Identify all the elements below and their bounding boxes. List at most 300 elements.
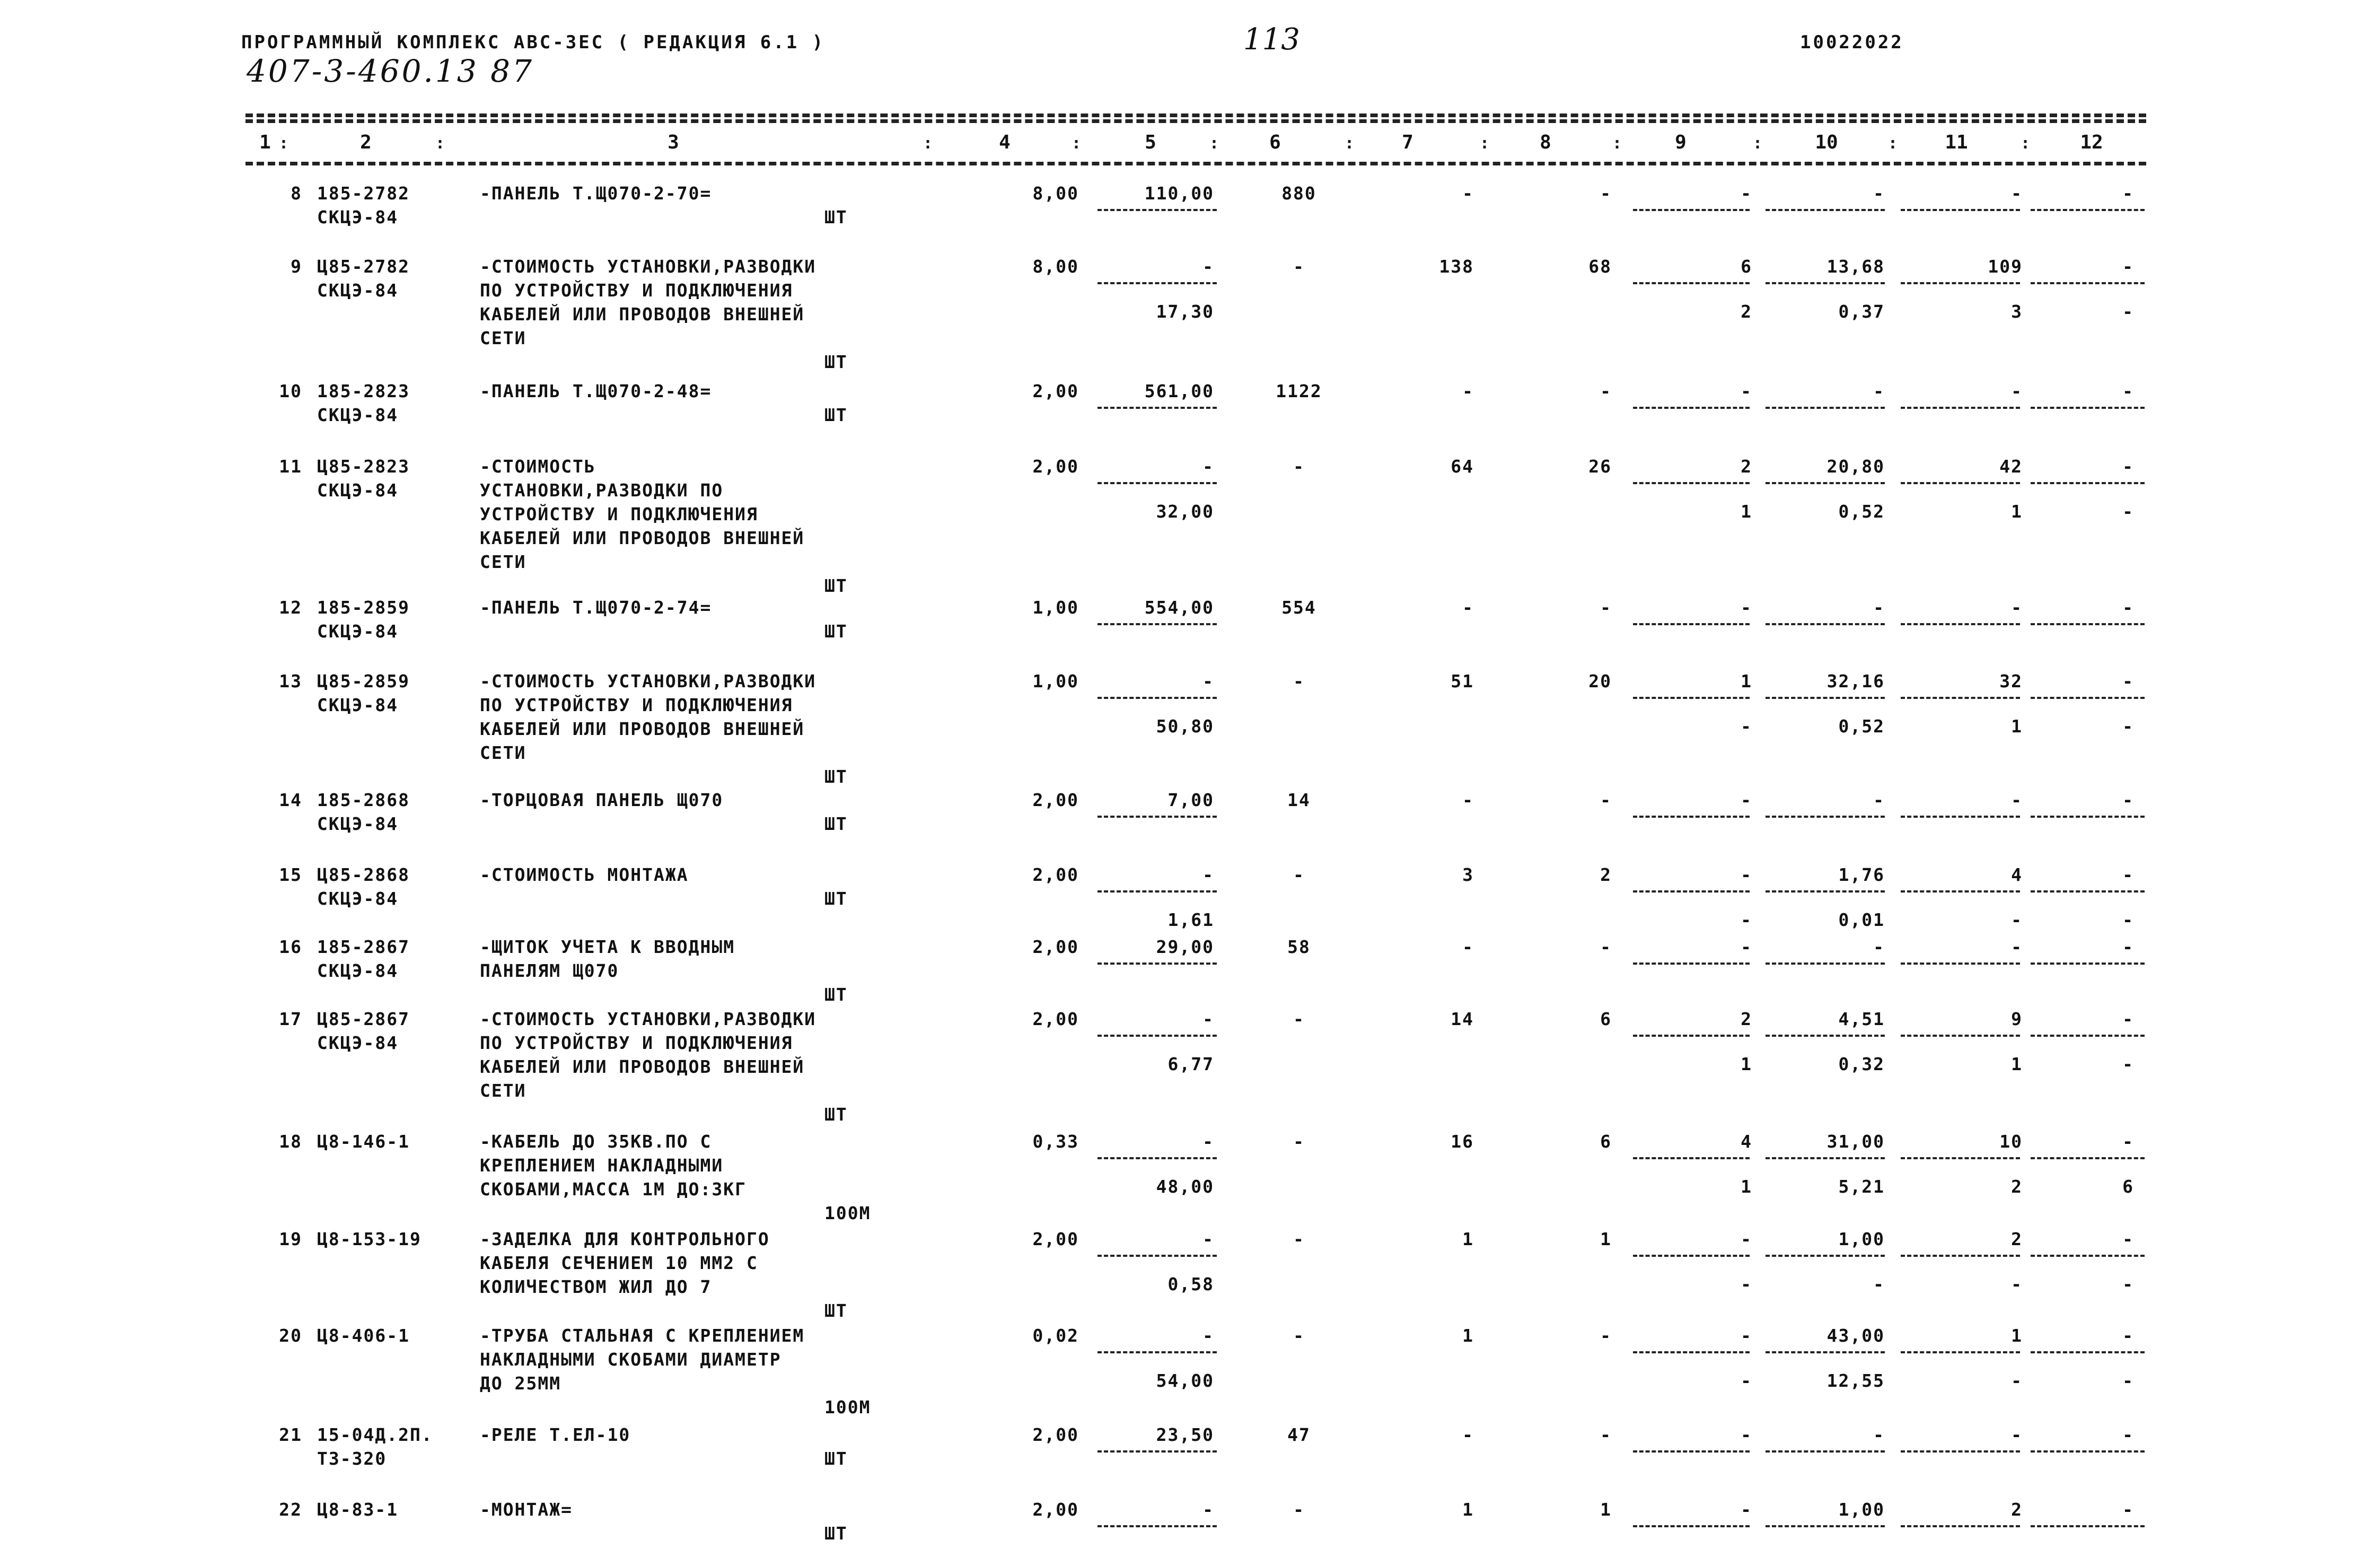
column-separator: : [1887,134,1898,153]
unit-price: 554,00 [1144,597,1214,618]
norm-source: СКЦЭ-84 [317,888,399,909]
column-separator: : [278,134,289,153]
norm-source: СКЦЭ-84 [317,960,399,981]
cell-divider [1901,623,2020,625]
cell-divider [1901,282,2020,284]
position-code: 185-2782 [317,183,410,204]
quantity: 2,00 [1032,1229,1079,1249]
column-separator: : [1209,134,1219,153]
work-description: -СТОИМОСТЬ УСТАНОВКИ,РАЗВОДКИ [480,671,816,692]
unit-price: - [1202,864,1214,885]
price-divider [1097,1255,1217,1257]
position-code: Ц85-2859 [317,671,410,692]
cell-divider [1766,1525,1885,1527]
column-12-wage: - [2122,716,2134,737]
column-10-value: 32,16 [1826,671,1885,692]
cell-divider [1766,482,1885,484]
column-separator: : [1612,134,1622,153]
column-10-wage: 0,52 [1838,501,1885,522]
cell-divider [1901,963,2020,965]
unit-price-wage: 48,00 [1156,1176,1214,1197]
work-description: СЕТИ [480,328,526,348]
price-divider [1097,282,1217,284]
work-description: СЕТИ [480,552,526,572]
doc-code: 10022022 [1800,32,1904,53]
column-header-9: 9 [1675,132,1687,153]
work-description: ПАНЕЛЯМ Щ070 [480,960,619,981]
quantity: 2,00 [1032,1499,1079,1520]
column-12-value: - [2122,256,2134,277]
work-description: ПО УСТРОЙСТВУ И ПОДКЛЮЧЕНИЯ [480,280,793,301]
column-12-wage: - [2122,1274,2134,1294]
total-cost: - [1293,671,1305,692]
unit-price: - [1202,456,1214,477]
position-code: 185-2867 [317,937,410,957]
cell-divider [1901,482,2020,484]
column-11-wage: 3 [2011,301,2023,322]
column-12-value: - [2122,1009,2134,1029]
column-9-wage: - [1741,716,1752,737]
unit-of-measure: ШТ [824,984,848,1005]
price-divider [1097,1157,1217,1159]
column-10-value: - [1873,183,1885,204]
cell-divider [1633,482,1750,484]
cell-divider [1901,407,2020,409]
position-code: Ц85-2868 [317,864,410,885]
unit-price: - [1202,1499,1214,1520]
column-separator: : [1344,134,1355,153]
cell-divider [1766,816,1885,818]
column-8-value: 2 [1600,864,1612,885]
column-9-wage: 1 [1741,1176,1752,1197]
work-description: СКОБАМИ,МАССА 1М ДО:3КГ [480,1179,747,1200]
column-12-wage: - [2122,501,2134,522]
work-description: -КАБЕЛЬ ДО 35КВ.ПО С [480,1131,712,1152]
norm-source: СКЦЭ-84 [317,1033,399,1053]
column-10-value: - [1873,790,1885,810]
unit-price-wage: 32,00 [1156,501,1214,522]
work-description: -ЩИТОК УЧЕТА К ВВОДНЫМ [480,937,735,957]
column-11-value: 1 [2011,1325,2023,1346]
row-number: 20 [279,1325,302,1346]
cell-divider [1633,623,1750,625]
column-9-value: - [1741,790,1752,810]
column-9-wage: - [1741,909,1752,930]
column-8-value: 6 [1600,1131,1612,1152]
column-7-value: 1 [1462,1499,1474,1520]
column-10-value: 4,51 [1838,1009,1885,1029]
unit-price-wage: 1,61 [1167,909,1214,930]
column-11-value: 2 [2011,1499,2023,1520]
column-12-value: - [2122,864,2134,885]
column-8-value: 1 [1600,1229,1612,1249]
work-description: КАБЕЛЯ СЕЧЕНИЕМ 10 ММ2 С [480,1253,758,1273]
column-7-value: 138 [1439,256,1474,277]
column-11-wage: - [2011,1274,2023,1294]
column-9-wage: 1 [1741,501,1752,522]
column-11-value: 10 [1999,1131,2023,1152]
work-description: -ПАНЕЛЬ Т.Щ070-2-74= [480,597,712,618]
column-8-value: - [1600,1424,1612,1445]
column-9-value: - [1741,1499,1752,1520]
price-divider [1097,890,1217,893]
work-description: СЕТИ [480,742,526,763]
column-10-wage: 0,52 [1838,716,1885,737]
column-8-value: - [1600,937,1612,957]
column-11-wage: 1 [2011,1054,2023,1074]
unit-of-measure: ШТ [824,575,848,596]
column-7-value: - [1462,183,1474,204]
work-description: -СТОИМОСТЬ МОНТАЖА [480,864,689,885]
column-7-value: 3 [1462,864,1474,885]
column-12-wage: - [2122,301,2134,322]
column-12-value: - [2122,183,2134,204]
column-separator: : [1071,134,1082,153]
column-header-4: 4 [999,132,1011,153]
column-10-value: 13,68 [1826,256,1885,277]
cell-divider [1766,209,1885,211]
column-10-value: 20,80 [1826,456,1885,477]
quantity: 2,00 [1032,937,1079,957]
total-cost: - [1293,256,1305,277]
position-code: Ц85-2867 [317,1009,410,1029]
total-cost: 880 [1281,183,1316,204]
column-10-value: 1,00 [1838,1229,1885,1249]
column-header-10: 10 [1815,132,1838,153]
norm-source: СКЦЭ-84 [317,621,399,642]
column-10-wage: 0,32 [1838,1054,1885,1074]
quantity: 2,00 [1032,1009,1079,1029]
price-divider [1097,1450,1217,1453]
column-9-value: 2 [1741,456,1752,477]
cell-divider [2031,1525,2145,1527]
row-number: 10 [279,381,302,401]
cell-divider [1901,1525,2020,1527]
total-cost: 58 [1287,937,1311,957]
column-9-wage: - [1741,1274,1752,1294]
total-cost: 14 [1287,790,1311,810]
norm-source: СКЦЭ-84 [317,405,399,425]
unit-price-wage: 6,77 [1167,1054,1214,1074]
row-number: 18 [279,1131,302,1152]
position-code: Ц8-406-1 [317,1325,410,1346]
total-cost: - [1293,1131,1305,1152]
column-7-value: - [1462,1424,1474,1445]
cell-divider [1766,697,1885,699]
work-description: УСТРОЙСТВУ И ПОДКЛЮЧЕНИЯ [480,504,758,524]
cell-divider [2031,407,2145,409]
unit-price: 29,00 [1156,937,1214,957]
unit-of-measure: ШТ [824,352,848,372]
row-number: 21 [279,1424,302,1445]
cell-divider [2031,1351,2145,1353]
page-number: 113 [1243,22,1300,57]
unit-price: - [1202,671,1214,692]
position-code: 185-2868 [317,790,410,810]
column-9-value: 1 [1741,671,1752,692]
norm-source: СКЦЭ-84 [317,480,399,501]
column-10-wage: - [1873,1274,1885,1294]
cell-divider [2031,1255,2145,1257]
column-9-value: - [1741,1325,1752,1346]
column-10-value: - [1873,381,1885,401]
cell-divider [2031,816,2145,818]
column-12-wage: - [2122,909,2134,930]
cell-divider [1633,209,1750,211]
row-number: 15 [279,864,302,885]
column-11-value: 2 [2011,1229,2023,1249]
unit-of-measure: 100М [824,1203,871,1223]
column-header-11: 11 [1945,132,1968,153]
norm-source: СКЦЭ-84 [317,695,399,715]
unit-price-wage: 50,80 [1156,716,1214,737]
top-rule [245,113,2146,117]
column-8-value: 26 [1588,456,1612,477]
price-divider [1097,1525,1217,1527]
column-12-value: - [2122,1424,2134,1445]
column-10-value: 43,00 [1826,1325,1885,1346]
position-code: 185-2859 [317,597,410,618]
work-description: ПО УСТРОЙСТВУ И ПОДКЛЮЧЕНИЯ [480,695,793,715]
column-10-wage: 5,21 [1838,1176,1885,1197]
column-10-wage: 0,37 [1838,301,1885,322]
position-code: 15-04Д.2П. [317,1424,433,1445]
column-11-value: - [2011,381,2023,401]
cell-divider [2031,209,2145,211]
column-10-value: 1,76 [1838,864,1885,885]
column-11-wage: 2 [2011,1176,2023,1197]
work-description: НАКЛАДНЫМИ СКОБАМИ ДИАМЕТР [480,1349,781,1370]
row-number: 12 [279,597,302,618]
unit-price-wage: 17,30 [1156,301,1214,322]
column-9-value: 6 [1741,256,1752,277]
cell-divider [1766,1035,1885,1037]
cell-divider [1766,282,1885,284]
cell-divider [1901,890,2020,893]
column-12-value: - [2122,937,2134,957]
cell-divider [1633,697,1750,699]
column-7-value: 64 [1451,456,1474,477]
column-12-value: - [2122,597,2134,618]
price-divider [1097,209,1217,211]
cell-divider [1766,890,1885,893]
column-separator: : [1752,134,1763,153]
cell-divider [1766,407,1885,409]
column-9-value: 2 [1741,1009,1752,1029]
column-header-5: 5 [1145,132,1156,153]
column-8-value: 1 [1600,1499,1612,1520]
unit-price-wage: 0,58 [1167,1274,1214,1294]
unit-of-measure: ШТ [824,1448,848,1469]
total-cost: - [1293,456,1305,477]
column-9-value: - [1741,183,1752,204]
unit-price: 110,00 [1144,183,1214,204]
column-11-value: - [2011,1424,2023,1445]
total-cost: - [1293,1009,1305,1029]
cell-divider [1633,1035,1750,1037]
column-7-value: 16 [1451,1131,1474,1152]
work-description: КРЕПЛЕНИЕМ НАКЛАДНЫМИ [480,1155,724,1176]
unit-price: 561,00 [1144,381,1214,401]
column-7-value: - [1462,597,1474,618]
row-number: 13 [279,671,302,692]
column-12-value: - [2122,456,2134,477]
row-number: 22 [279,1499,302,1520]
cell-divider [2031,1450,2145,1453]
column-11-value: 32 [1999,671,2023,692]
column-10-value: 1,00 [1838,1499,1885,1520]
column-9-value: - [1741,381,1752,401]
unit-of-measure: ШТ [824,766,848,787]
price-divider [1097,623,1217,625]
column-11-wage: - [2011,909,2023,930]
cell-divider [1901,1157,2020,1159]
quantity: 1,00 [1032,671,1079,692]
column-11-value: 109 [1988,256,2023,277]
price-divider [1097,697,1217,699]
row-number: 11 [279,456,302,477]
column-10-wage: 12,55 [1826,1370,1885,1391]
column-8-value: - [1600,183,1612,204]
column-separator: : [923,134,933,153]
work-description: -ЗАДЕЛКА ДЛЯ КОНТРОЛЬНОГО [480,1229,770,1249]
unit-of-measure: ШТ [824,1104,848,1125]
column-12-value: - [2122,381,2134,401]
cell-divider [1766,1157,1885,1159]
column-8-value: - [1600,790,1612,810]
unit-of-measure: ШТ [824,1300,848,1321]
unit-price: - [1202,1009,1214,1029]
total-cost: 47 [1287,1424,1311,1445]
unit-of-measure: ШТ [824,1523,848,1544]
position-code: Ц8-83-1 [317,1499,399,1520]
cell-divider [2031,697,2145,699]
cell-divider [1633,282,1750,284]
column-12-value: - [2122,1325,2134,1346]
column-separator: : [1479,134,1490,153]
cell-divider [1633,407,1750,409]
row-number: 9 [291,256,302,277]
column-8-value: - [1600,381,1612,401]
column-11-value: - [2011,937,2023,957]
price-divider [1097,1035,1217,1037]
norm-source: Т3-320 [317,1448,387,1469]
price-divider [1097,963,1217,965]
row-number: 16 [279,937,302,957]
quantity: 8,00 [1032,183,1079,204]
column-9-value: - [1741,1424,1752,1445]
cell-divider [1633,1157,1750,1159]
work-description: УСТАНОВКИ,РАЗВОДКИ ПО [480,480,724,501]
cell-divider [1901,1450,2020,1453]
norm-source: СКЦЭ-84 [317,207,399,228]
column-10-value: - [1873,937,1885,957]
work-description: -СТОИМОСТЬ УСТАНОВКИ,РАЗВОДКИ [480,256,816,277]
quantity: 2,00 [1032,1424,1079,1445]
column-8-value: 20 [1588,671,1612,692]
column-separator: : [2020,134,2031,153]
work-description: КАБЕЛЕЙ ИЛИ ПРОВОДОВ ВНЕШНЕЙ [480,528,805,548]
price-divider [1097,482,1217,484]
price-divider [1097,816,1217,818]
price-divider [1097,1351,1217,1353]
cell-divider [2031,482,2145,484]
norm-source: СКЦЭ-84 [317,813,399,834]
work-description: -СТОИМОСТЬ УСТАНОВКИ,РАЗВОДКИ [480,1009,816,1029]
position-code: Ц85-2782 [317,256,410,277]
cell-divider [1901,1351,2020,1353]
unit-of-measure: 100М [824,1397,871,1418]
column-11-wage: - [2011,1370,2023,1391]
column-7-value: 14 [1451,1009,1474,1029]
work-description: КАБЕЛЕЙ ИЛИ ПРОВОДОВ ВНЕШНЕЙ [480,1056,805,1077]
column-7-value: - [1462,790,1474,810]
column-7-value: - [1462,937,1474,957]
column-12-value: - [2122,1499,2134,1520]
column-header-7: 7 [1402,132,1413,153]
column-11-value: - [2011,183,2023,204]
unit-price: - [1202,1325,1214,1346]
column-11-value: 4 [2011,864,2023,885]
position-code: Ц8-146-1 [317,1131,410,1152]
column-11-value: - [2011,597,2023,618]
total-cost: - [1293,1325,1305,1346]
work-description: -РЕЛЕ Т.ЕЛ-10 [480,1424,631,1445]
price-divider [1097,407,1217,409]
column-12-value: - [2122,1131,2134,1152]
column-12-value: - [2122,790,2134,810]
row-number: 17 [279,1009,302,1029]
unit-price: - [1202,1229,1214,1249]
cell-divider [1901,697,2020,699]
cell-divider [1633,1525,1750,1527]
quantity: 1,00 [1032,597,1079,618]
work-description: ДО 25ММ [480,1373,561,1394]
cell-divider [2031,1157,2145,1159]
cell-divider [1766,1351,1885,1353]
position-code: Ц85-2823 [317,456,410,477]
column-8-value: 68 [1588,256,1612,277]
work-description: -МОНТАЖ= [480,1499,573,1520]
column-8-value: - [1600,1325,1612,1346]
column-10-wage: 0,01 [1838,909,1885,930]
column-9-value: 4 [1741,1131,1752,1152]
column-10-value: 31,00 [1826,1131,1885,1152]
cell-divider [2031,963,2145,965]
column-9-value: - [1741,597,1752,618]
unit-of-measure: ШТ [824,207,848,228]
quantity: 2,00 [1032,864,1079,885]
column-9-wage: 1 [1741,1054,1752,1074]
column-7-value: 1 [1462,1229,1474,1249]
column-9-wage: 2 [1741,301,1752,322]
column-8-value: - [1600,597,1612,618]
column-12-value: - [2122,671,2134,692]
column-12-wage: 6 [2122,1176,2134,1197]
column-11-value: 9 [2011,1009,2023,1029]
cell-divider [1633,1351,1750,1353]
cell-divider [1901,816,2020,818]
header-rule [245,162,2146,165]
column-header-1: 1 [259,132,271,153]
column-header-8: 8 [1540,132,1551,153]
unit-price: - [1202,1131,1214,1152]
cell-divider [1766,1450,1885,1453]
unit-of-measure: ШТ [824,621,848,642]
column-8-value: 6 [1600,1009,1612,1029]
handwritten-reference: 407-3-460.13 87 [247,53,534,89]
column-11-value: 42 [1999,456,2023,477]
